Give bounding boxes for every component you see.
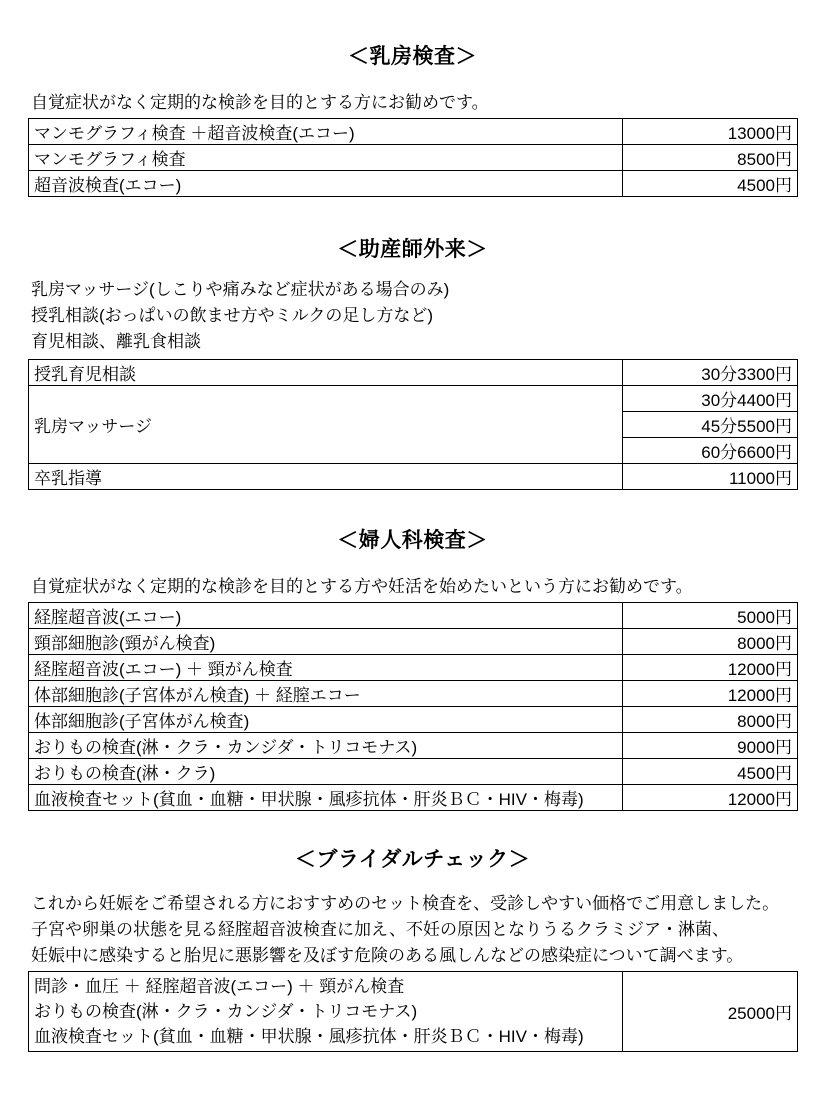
- intro-line: 乳房マッサージ(しこりや痛みなど症状がある場合のみ): [31, 280, 450, 299]
- price-cell: 8500円: [623, 145, 798, 171]
- exam-name-cell: 授乳育児相談: [29, 360, 623, 386]
- table-row: [29, 785, 798, 811]
- section-title: ＜ブライダルチェック＞: [294, 848, 531, 871]
- section-bridal-check: [28, 847, 797, 1052]
- exam-name-cell: 血液検査セット(貧血・血糖・甲状腺・風疹抗体・肝炎ＢＣ・HIV・梅毒): [29, 785, 623, 811]
- price-table: [28, 971, 798, 1052]
- price-cell: 12000円: [623, 681, 798, 707]
- price-cell: 9000円: [623, 733, 798, 759]
- exam-name-cell: 体部細胞診(子宮体がん検査) ＋ 経膣エコー: [29, 681, 623, 707]
- table-row: [29, 759, 798, 785]
- intro-line: これから妊娠をご希望される方におすすめのセット検査を、受診しやすい価格でご用意しました。: [31, 894, 780, 913]
- exam-name-cell: マンモグラフィ検査: [29, 145, 623, 171]
- intro-line: 育児相談、離乳食相談: [31, 332, 201, 351]
- table-row: [29, 386, 798, 412]
- price-cell: 8000円: [623, 629, 798, 655]
- price-cell: 25000円: [623, 972, 798, 1052]
- section-title: ＜乳房検査＞: [348, 45, 477, 68]
- section-intro: [28, 277, 797, 355]
- table-row: [29, 733, 798, 759]
- price-table: [28, 118, 798, 197]
- exam-name-cell: おりもの検査(淋・クラ): [29, 759, 623, 785]
- section-title: ＜婦人科検査＞: [337, 529, 488, 552]
- price-cell: 13000円: [623, 119, 798, 145]
- exam-name-cell: 乳房マッサージ: [29, 386, 623, 464]
- package-item: 問診・血圧 ＋ 経腟超音波(エコー) ＋ 頸がん検査: [34, 977, 405, 996]
- intro-line: 授乳相談(おっぱいの飲ませ方やミルクの足し方など): [31, 306, 433, 325]
- table-row: [29, 681, 798, 707]
- package-item: おりもの検査(淋・クラ・カンジダ・トリコモナス): [34, 1002, 418, 1021]
- price-cell: 30分3300円: [623, 360, 798, 386]
- table-row: [29, 603, 798, 629]
- price-cell: 45分5500円: [623, 412, 798, 438]
- price-table: [28, 602, 798, 811]
- table-row: [29, 629, 798, 655]
- intro-line: 妊娠中に感染すると胎児に悪影響を及ぼす危険のある風しんなどの感染症について調べます。: [31, 946, 744, 965]
- section-intro: 自覚症状がなく定期的な検診を目的とする方にお勧めです。: [31, 93, 489, 112]
- table-row: [29, 464, 798, 490]
- section-intro: 自覚症状がなく定期的な検診を目的とする方や妊活を始めたいという方にお勧めです。: [31, 577, 693, 596]
- price-table: [28, 359, 798, 490]
- section-gynecology-exam: [28, 528, 797, 811]
- package-item: 血液検査セット(貧血・血糖・甲状腺・風疹抗体・肝炎ＢＣ・HIV・梅毒): [34, 1027, 584, 1046]
- exam-name-cell: おりもの検査(淋・クラ・カンジダ・トリコモナス): [29, 733, 623, 759]
- price-cell: 4500円: [623, 759, 798, 785]
- price-cell: 4500円: [623, 171, 798, 197]
- price-cell: 60分6600円: [623, 438, 798, 464]
- exam-name-cell: 卒乳指導: [29, 464, 623, 490]
- exam-name-cell: マンモグラフィ検査 ＋超音波検査(エコー): [29, 119, 623, 145]
- section-breast-exam: [28, 44, 797, 197]
- table-row: [29, 171, 798, 197]
- table-row: [29, 707, 798, 733]
- exam-name-cell: 経腟超音波(エコー): [29, 603, 623, 629]
- price-cell: 8000円: [623, 707, 798, 733]
- table-row: [29, 360, 798, 386]
- table-row: [29, 655, 798, 681]
- price-cell: 30分4400円: [623, 386, 798, 412]
- table-row: [29, 145, 798, 171]
- exam-name-cell: 超音波検査(エコー): [29, 171, 623, 197]
- price-cell: 5000円: [623, 603, 798, 629]
- table-row: [29, 972, 798, 1052]
- exam-name-cell: 経腟超音波(エコー) ＋ 頸がん検査: [29, 655, 623, 681]
- intro-line: 子宮や卵巣の状態を見る経腟超音波検査に加え、不妊の原因となりうるクラミジア・淋菌、: [31, 920, 730, 939]
- exam-name-cell: [29, 972, 623, 1052]
- section-title: ＜助産師外来＞: [337, 238, 488, 261]
- section-intro: [28, 891, 797, 969]
- price-cell: 12000円: [623, 655, 798, 681]
- section-midwife-clinic: [28, 237, 797, 490]
- table-row: [29, 119, 798, 145]
- price-cell: 12000円: [623, 785, 798, 811]
- price-cell: 11000円: [623, 464, 798, 490]
- exam-name-cell: 頸部細胞診(頸がん検査): [29, 629, 623, 655]
- exam-name-cell: 体部細胞診(子宮体がん検査): [29, 707, 623, 733]
